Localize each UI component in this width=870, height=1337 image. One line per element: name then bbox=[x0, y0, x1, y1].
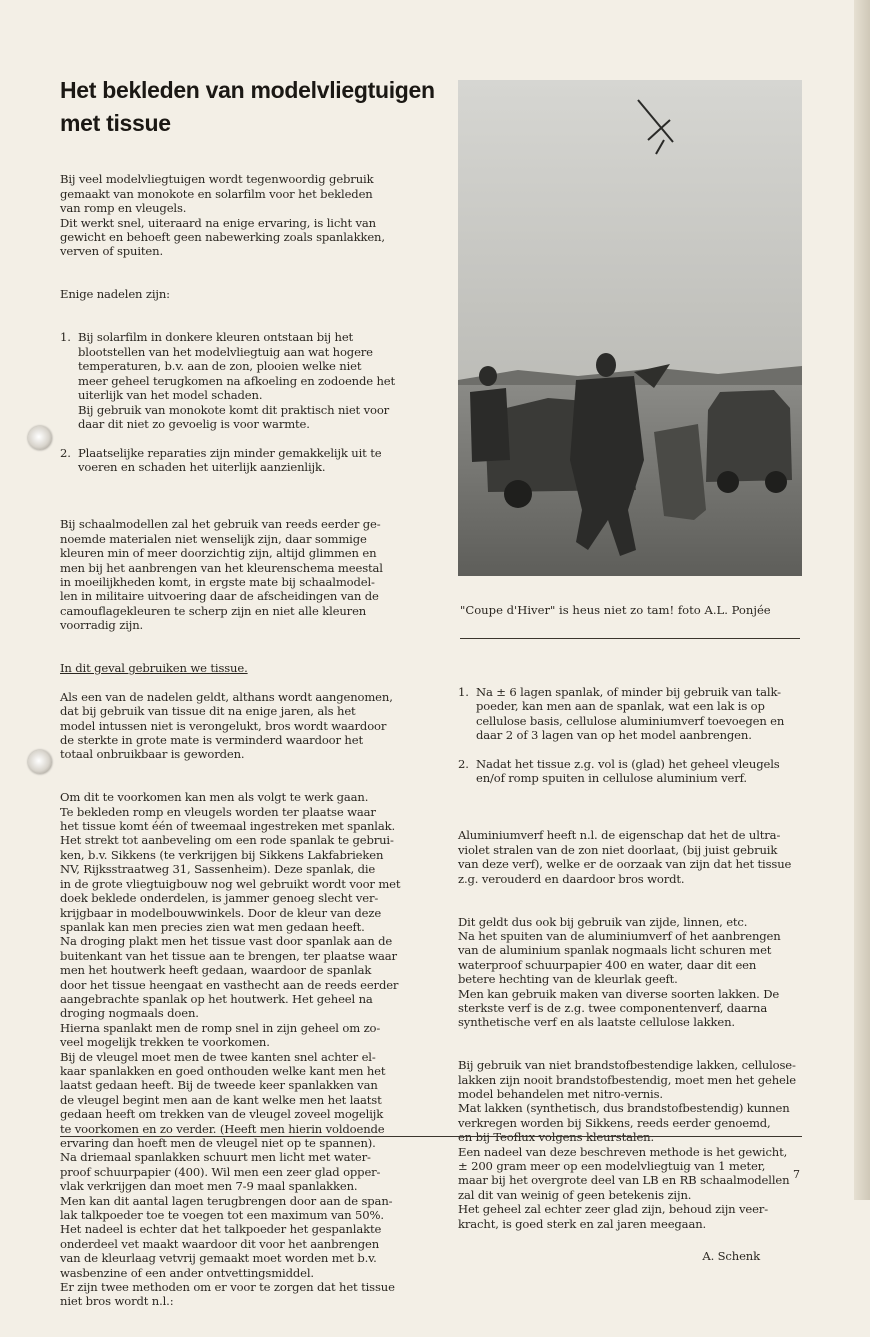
fuelproof-paragraph: Bij gebruik van niet brandstofbestendige lakken, cellulose- lakken zijn nooit brandstofbestendig, moet men het gehele model behandelen met nitro-vernis. Mat lakken (synthetisch, dus brandstofbestendig) kunnen verkregen worden bij Sikkens, reeds eerder genoemd, en bij Teoflux volgens kleurstalen. Een nadeel van deze beschreven methode is het gewicht, ± 200 gram meer op een modelvliegtuig van 1 meter, maar bij het overgrote deel van LB en RB schaalmodellen zal dit van weinig of geen betekenis zijn. Het geheel zal echter zeer glad zijn, behoud zijn veer- kracht, is goed sterk en zal jaren meegaan. bbox=[458, 1058, 797, 1231]
tissue-heading: In dit geval gebruiken we tissue. bbox=[60, 661, 248, 675]
drawbacks-heading: Enige nadelen zijn: bbox=[60, 287, 170, 302]
tissue-paragraph: Als een van de nadelen geldt, althans wordt aangenomen, dat bij gebruik van tissue dit na enige jaren, als het model intussen niet is verongelukt, bros wordt waardoor de sterkte in grote mate is verminderd waardoor het totaal onbruikbaar is geworden. bbox=[60, 689, 393, 762]
list-item: 2. Plaatselijke reparaties zijn minder gemakkelijk uit te voeren en schaden het uiterlijk aanzienlijk. bbox=[60, 445, 382, 475]
car-right bbox=[706, 390, 792, 493]
bottom-rule bbox=[60, 1136, 802, 1137]
intro-paragraph: Bij veel modelvliegtuigen wordt tegenwoordig gebruik gemaakt van monokote en solarfilm voor het bekleden van romp en vleugels. Dit werkt snel, uiteraard na enige ervaring, is licht van gewicht en behoeft geen nabewerking zoals spanlakken, verven of spuiten. bbox=[60, 172, 385, 259]
binding-edge bbox=[854, 0, 870, 1200]
photo-caption: "Coupe d'Hiver" is heus niet zo tam! foto A.L. Ponjée bbox=[460, 603, 771, 617]
article-title: Het bekleden van modelvliegtuigen met tissue bbox=[60, 77, 435, 136]
list-item: 2. Nadat het tissue z.g. vol is (glad) het geheel vleugels en/of romp spuiten in cellulose aluminium verf. bbox=[458, 756, 780, 786]
page-number: 7 bbox=[793, 1168, 800, 1181]
scale-models-paragraph: Bij schaalmodellen zal het gebruik van reeds eerder ge- noemde materialen niet wenselijk zijn, daar sommige kleuren min of meer doorzichtig zijn, altijd glimmen en men bij het aanbrengen van het kleurenschema meestal in moeilijkheden komt, in ergste mate bij schaalmodel- len in militaire uitvoering daar de afscheidingen van de camouflagekleuren te scherp zijn en niet alle kleuren voorradig zijn. bbox=[60, 517, 383, 633]
aluminium-paragraph: Aluminiumverf heeft n.l. de eigenschap dat het de ultra- violet stralen van de zon niet doorlaat, (bij juist gebruik van deze verf), welke er de oorzaak van zijn dat het tissue z.g. verouderd en daardoor bros wordt. bbox=[458, 828, 792, 886]
caption-divider bbox=[460, 638, 800, 639]
punch-hole-top bbox=[28, 426, 52, 450]
author-signature: A. Schenk bbox=[702, 1249, 760, 1264]
methods-list bbox=[458, 670, 808, 800]
method-paragraph: Om dit te voorkomen kan men als volgt te werk gaan. Te bekleden romp en vleugels worden ter plaatse waar het tissue komt één of tweemaal ingestreken met spanlak. Het strekt tot aanbeveling om een rode spanlak te gebrui- ken, b.v. Sikkens (te verkrijgen bij Sikkens Lakfabrieken NV, Rijksstraatweg 31, Sassenheim). Deze spanlak, die in de grote vliegtuigbouw nog wel gebruikt wordt voor met doek beklede onderdelen, is jammer genoeg slecht ver- krijgbaar in modelbouwwinkels. Door de kleur van deze spanlak kan men precies zien wat men gedaan heeft. Na droging plakt men het tissue vast door spanlak aan de buitenkant van het tissue aan te brengen, ter plaatse waar men het houtwerk heeft gedaan, waardoor de spanlak door het tissue heengaat en vasthecht aan de reeds eerder aangebrachte spanlak op het houtwerk. Het geheel na droging nogmaals doen. Hierna spanlakt men de romp snel in zijn geheel om zo- veel mogelijk trekken te voorkomen. Bij de vleugel moet men de twee kanten snel achter el- kaar spanlakken en goed onthouden welke kant men het laatst gedaan heeft. Bij de tweede keer spanlakken van de vleugel begint men aan de kant welke men het laatst gedaan heeft om trekken van de vleugel zoveel mogelijk te voorkomen en zo verder. (Heeft men hierin voldoende ervaring dan hoeft men de vleugel niet op te spannen). Na driemaal spanlakken schuurt men licht met water- proof schuurpapier (400). Wil men een zeer glad opper- vlak verkrijgen dan moet men 7-9 maal spanlakken. Men kan dit aantal lagen terugbrengen door aan de span- lak talkpoeder toe te voegen tot een maximum van 50%. Het nadeel is echter dat het talkpoeder het gespanlakte onderdeel vet maakt waardoor dit voor het aanbrengen van de kleurlaag vetvrij gemaakt moet worden met b.v. wasbenzine of een ander ontvettingsmiddel. Er zijn twee methoden om er voor te zorgen dat het tissue niet bros wordt n.l.: bbox=[60, 790, 401, 1309]
list-item: 1. Na ± 6 lagen spanlak, of minder bij gebruik van talk- poeder, kan men aan de spanlak, wat een lak is op cellulose basis, cellulose aluminiumverf toevoegen en daar 2 of 3 lagen van op het model aanbrengen. bbox=[458, 684, 785, 743]
list-item: 1. Bij solarfilm in donkere kleuren ontstaan bij het blootstellen van het modelvliegtuig aan wat hogere temperaturen, b.v. aan de zon, plooien welke niet meer geheel terugkomen na afkoeling en zodoende het uiterlijk van het model schaden. Bij gebruik van monokote komt dit praktisch niet voor daar dit niet zo gevoelig is voor warmte. bbox=[60, 330, 396, 431]
airfield-photo-drawing bbox=[458, 80, 802, 576]
punch-hole-bottom bbox=[28, 750, 52, 774]
article-photo bbox=[458, 80, 802, 576]
drawbacks-list bbox=[60, 316, 448, 489]
right-column bbox=[458, 656, 808, 1292]
fabric-paragraph: Dit geldt dus ook bij gebruik van zijde, linnen, etc. Na het spuiten van de aluminiumverf of het aanbrengen van de aluminium spanlak nogmaals licht schuren met waterproof schuurpapier 400 en water, daar dit een betere hechting van de kleurlak geeft. Men kan gebruik maken van diverse soorten lakken. De sterkste verf is de z.g. twee componentenverf, daarna synthetische verf en als laatste cellulose lakken. bbox=[458, 914, 781, 1030]
left-column bbox=[60, 158, 448, 1337]
